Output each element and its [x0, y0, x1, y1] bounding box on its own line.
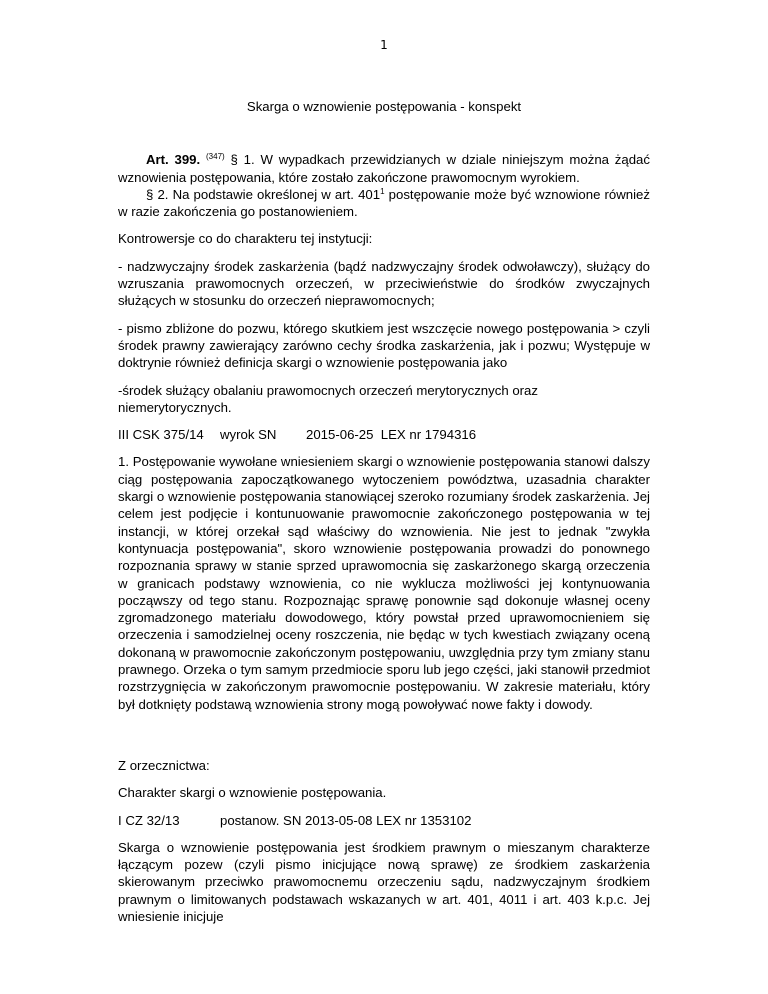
article-paragraph-2: [118, 186, 650, 221]
bullet-2: - pismo zbliżone do pozwu, którego skutkiem jest wszczęcie nowego postępowania > czyli środek prawny zawierający zarówno cechy środka zaskarżenia, jak i pozwu; Występuje w doktrynie również definicja skargi o wznowienie postępowania jako: [118, 320, 650, 371]
case-1-header: [118, 426, 650, 443]
case-2-signature: I CZ 32/13: [118, 812, 180, 828]
thesis-1: 1. Postępowanie wywołane wniesieniem skargi o wznowienie postępowania stanowi dalszy ciąg postępowania zapoczątkowanego wytoczeniem powództwa, uzasadnia charakter skargi o wznowienie postępowania stanowiącej szeroko rozumiany środek zaskarżenia. Jej celem jest podjęcie i kontunuowanie prawomocnie zakończonego postępowania w tej instancji, w której orzekał sąd właściwy do wznowienia. Nie jest to jednak "zwykła kontynuacja postępowania", skoro wznowienie postępowania prowadzi do ponownego rozpoznania sprawy w stanie sprzed uprawomocnia się zaskarżonego skargą orzeczenia w granicach podstawy wznowienia, co nie wyklucza możliwości jej kontynuowania począwszy od tego stanu. Rozpoznając sprawę ponownie sąd dokonuje własnej oceny zgromadzonego materiału dowodowego, który powstał przed uprawomocnieniem się orzeczenia i samodzielnej oceny roszczenia, nie będąc w tych kwestiach związany oceną dokonaną w prawomocnie zakończonym postępowaniu, uwzględnia przy tym zmiany stanu prawnego. Orzeka o tym samym przedmiocie sporu lub jego części, jaki stanowił przedmiot rozstrzygnięcia w zakończonym prawomocnie postępowaniu. W zakresie materiału, który był dotknięty podstawą wznowienia strony mogą powoływać nowe fakty i dowody.: [118, 454, 650, 712]
article-par2-sup: 1: [380, 186, 385, 196]
document-title: Skarga o wznowienie postępowania - konspekt: [246, 99, 522, 114]
controversy-heading: Kontrowersje co do charakteru tej instytucji:: [118, 231, 373, 247]
document-body: [118, 98, 650, 925]
article-par1: § 1. W wypadkach przewidzianych w dziale niniejszym można żądać wznowienia postępowania, które zostało zakończone prawomocnym wyrokiem.: [118, 152, 650, 185]
character-heading: Charakter skargi o wznowienie postępowania.: [118, 785, 387, 801]
case-2-ref: postanow. SN 2013-05-08 LEX nr 1353102: [220, 812, 472, 828]
article-label: Art. 399.: [146, 152, 201, 168]
page-number: 1: [380, 38, 388, 52]
thesis-2: Skarga o wznowienie postępowania jest środkiem prawnym o mieszanym charakterze łączącym pozew (czyli pismo inicjujące nową sprawę) ze środkiem zaskarżenia skierowanym przeciwko prawomocnemu orzeczeniu sądu, nadzwyczajnym środkiem prawnym o limitowanych podstawach wskazanych w art. 401, 4011 i art. 403 k.p.c. Jej wniesienie inicjuje: [118, 839, 650, 924]
jurisprudence-heading: Z orzecznictwa:: [118, 757, 210, 773]
article-ref: (347): [206, 152, 225, 162]
case-2-header: [118, 812, 650, 829]
bullet-1: - nadzwyczajny środek zaskarżenia (bądź nadzwyczajny środek odwoławczy), służący do wzruszania prawomocnych orzeczeń, w przeciwieństwie do środków zwyczajnych służących w stosunku do orzeczeń nieprawomocnych;: [118, 258, 650, 309]
article-paragraph-1: [118, 151, 650, 186]
bullet-3: -środek służący obalaniu prawomocnych orzeczeń merytorycznych oraz niemerytorycznych.: [118, 382, 538, 415]
article-par2-end: postępowanie może być wznowione również w razie zakończenia go postanowieniem.: [118, 186, 650, 220]
article-399: [118, 151, 650, 220]
case-1-type: wyrok SN: [220, 427, 277, 443]
article-par2-start: § 2. Na podstawie określonej w art. 401: [146, 186, 381, 202]
case-1-ref: 2015-06-25 LEX nr 1794316: [306, 427, 477, 443]
case-1-signature: III CSK 375/14: [118, 427, 204, 443]
